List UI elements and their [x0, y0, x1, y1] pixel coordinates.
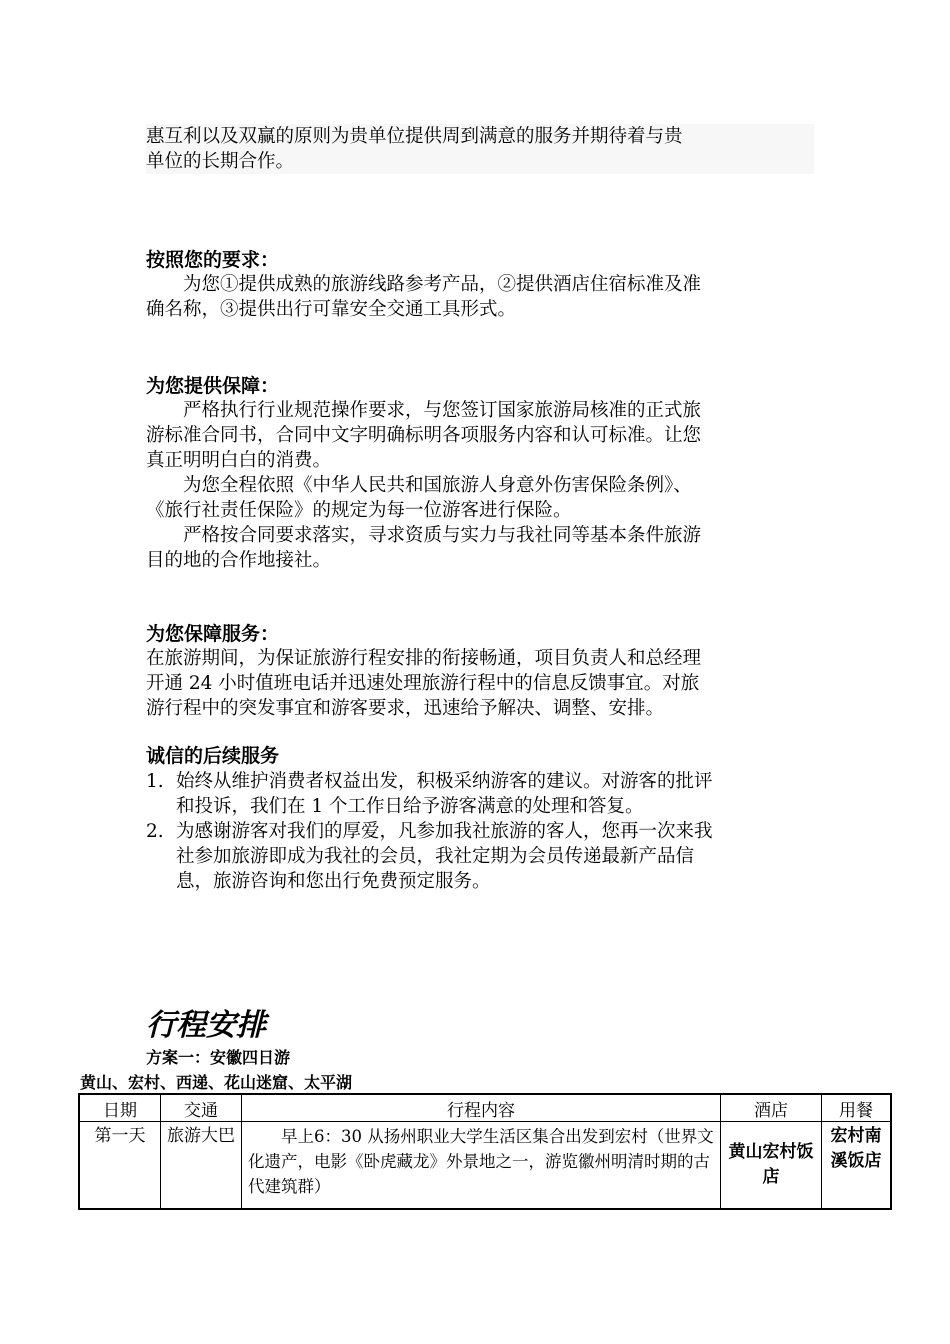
intro-line-2: 单位的长期合作。: [146, 151, 295, 172]
header-date: 日期: [79, 1094, 161, 1122]
table-row: [79, 1122, 891, 1210]
table-header-row: [79, 1094, 891, 1122]
guarantee-paragraph-1: [146, 398, 808, 473]
guarantee-paragraph-2: [146, 473, 808, 523]
list-line: 始终从维护消费者权益出发，积极采纳游客的建议。对游客的批评: [176, 771, 713, 792]
guarantee-p3-line-1: 严格按合同要求落实，寻求资质与实力与我社同等基本条件旅游: [183, 525, 702, 546]
guarantee-p1-line-2: 游标准合同书，合同中文字明确标明各项服务内容和认可标准。让您: [146, 425, 702, 446]
list-line: 社参加旅游即成为我社的会员，我社定期为会员传递最新产品信: [176, 846, 695, 867]
header-meal: 用餐: [822, 1094, 892, 1122]
list-item: [146, 769, 808, 819]
intro-line-1: 惠互利以及双赢的原则为贵单位提供周到满意的服务并期待着与贵: [146, 126, 683, 147]
intro-paragraph: [146, 124, 814, 174]
cell-content: 早上6：30 从扬州职业大学生活区集合出发到宏村（世界文化遗产，电影《卧虎藏龙》外景地之一，游览徽州明清时期的古代建筑群）: [242, 1122, 721, 1210]
service-paragraph: [146, 646, 808, 721]
guarantee-p3-line-2: 目的地的合作地接社。: [146, 550, 332, 571]
cell-transport: 旅游大巴: [161, 1122, 242, 1210]
requirements-line-1: 为您①提供成熟的旅游线路参考产品，②提供酒店住宿标准及准: [183, 274, 702, 295]
list-line: 为感谢游客对我们的厚爱，凡参加我社旅游的客人，您再一次来我: [176, 821, 713, 842]
cell-date: 第一天: [79, 1122, 161, 1210]
guarantee-heading: 为您提供保障：: [146, 375, 280, 397]
header-hotel: 酒店: [721, 1094, 822, 1122]
plan-title: 方案一：安徽四日游: [146, 1048, 291, 1067]
requirements-paragraph: [146, 272, 808, 322]
requirements-line-2: 确名称，③提供出行可靠安全交通工具形式。: [146, 299, 517, 320]
guarantee-paragraph-3: [146, 523, 808, 573]
list-number: 1.: [146, 771, 164, 792]
cell-hotel: 黄山宏村饭店: [721, 1122, 822, 1210]
followup-heading: 诚信的后续服务: [146, 745, 280, 767]
service-line-1: 在旅游期间，为保证旅游行程安排的衔接畅通，项目负责人和总经理: [146, 648, 702, 669]
list-line: 和投诉，我们在 1 个工作日给予游客满意的处理和答复。: [176, 796, 644, 817]
list-line: 息，旅游咨询和您出行免费预定服务。: [176, 871, 491, 892]
guarantee-p1-line-3: 真正明明白白的消费。: [146, 450, 332, 471]
list-item: [146, 819, 808, 894]
service-line-2: 开通 24 小时值班电话并迅速处理旅游行程中的信息反馈事宜。对旅: [146, 673, 700, 694]
itinerary-title: 行程安排: [146, 1008, 266, 1043]
header-transport: 交通: [161, 1094, 242, 1122]
cell-meal: 宏村南溪饭店: [822, 1122, 892, 1210]
itinerary-table: [78, 1093, 892, 1210]
guarantee-p2-line-2: 《旅行社责任保险》的规定为每一位游客进行保险。: [146, 500, 572, 521]
list-number: 2.: [146, 821, 164, 842]
service-heading: 为您保障服务：: [146, 623, 280, 645]
requirements-heading: 按照您的要求：: [146, 249, 280, 271]
service-line-3: 游行程中的突发事宜和游客要求，迅速给予解决、调整、安排。: [146, 698, 665, 719]
followup-list: [146, 769, 808, 894]
header-content: 行程内容: [242, 1094, 721, 1122]
route-list: 黄山、宏村、西递、花山迷窟、太平湖: [80, 1073, 353, 1092]
guarantee-p1-line-1: 严格执行行业规范操作要求，与您签订国家旅游局核准的正式旅: [183, 400, 702, 421]
guarantee-p2-line-1: 为您全程依照《中华人民共和国旅游人身意外伤害保险条例》、: [183, 475, 692, 496]
